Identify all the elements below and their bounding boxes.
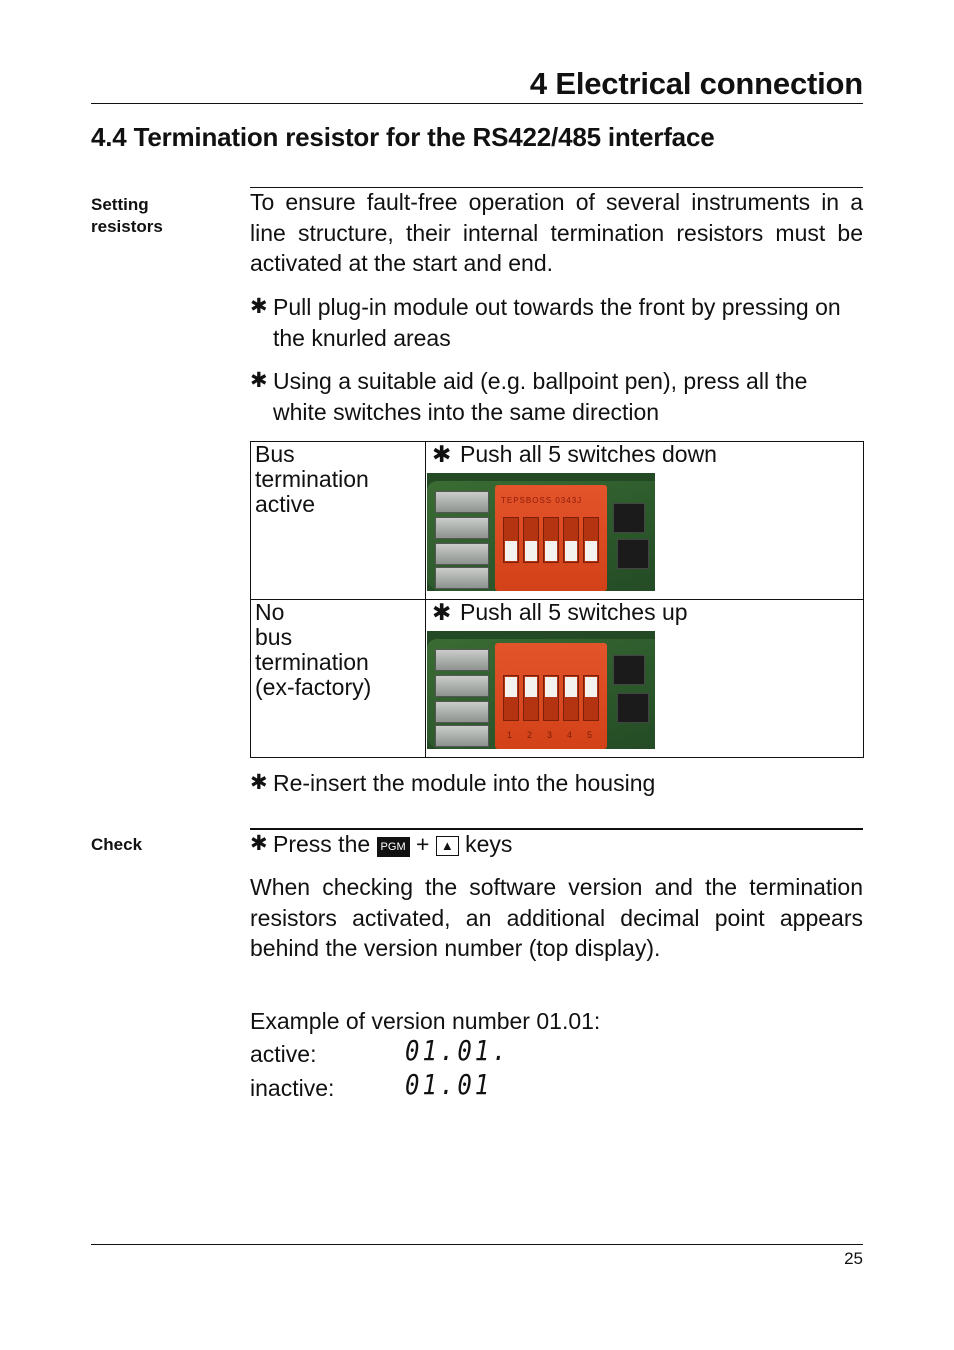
side-label-check: Check [91,835,143,854]
row-label-line: No [255,599,285,625]
bullet-text: Press the [273,831,371,857]
active-label: active: [250,1041,317,1067]
row-label-line: active [255,491,316,517]
inactive-label: inactive: [250,1075,335,1101]
table-row [251,442,864,600]
section-title: 4.4 Termination resistor for the RS422/485 interface [91,122,715,152]
dip-switch-label: TEPSBOSS 0343J [501,496,583,505]
dip-number: 5 [587,730,593,740]
asterisk-icon: ✱ [250,771,268,794]
asterisk-icon: ✱ [250,832,268,855]
termination-table [250,441,864,758]
side-label-line: resistors [91,217,163,236]
dip-switch-photo-up [427,631,655,749]
footer-rule [91,1244,863,1245]
intro-paragraph: To ensure fault-free operation of several instruments in a line structure, their internal termination resistors must be activated at the start and end. [250,189,863,276]
asterisk-icon: ✱ [250,369,268,392]
check-description: When checking the software version and the termination resistors activated, an additional decimal point appears behind the version number (top display). [250,874,863,961]
chapter-title: 4 Electrical connection [529,66,863,101]
row-label-cell [251,600,426,758]
example-heading: Example of version number 01.01: [250,1008,601,1034]
bullet-text: keys [465,831,513,857]
plus-sign: + [416,831,430,857]
asterisk-icon: ✱ [432,599,452,625]
row-label-line: termination [255,466,369,492]
asterisk-icon: ✱ [432,441,452,467]
dip-number: 1 [507,730,513,740]
page-number: 25 [844,1249,863,1268]
row-label-line: termination [255,649,369,675]
row-action-cell [426,600,864,758]
row-label-line: (ex-factory) [255,674,372,700]
row-label-line: bus [255,624,293,650]
inactive-display-value: 01.01 [405,1068,493,1102]
dip-number: 4 [567,730,573,740]
row-action-text: Push all 5 switches up [460,599,688,625]
row-label-cell [251,442,426,600]
table-row [251,600,864,758]
side-label-setting [91,194,163,238]
pgm-key-icon: PGM [377,837,410,857]
row-action-cell [426,442,864,600]
row-label-line: Bus [255,441,295,467]
dip-switch-photo-down [427,473,655,591]
bullet-text: Re-insert the module into the housing [273,770,656,796]
bullet-item [250,768,863,799]
asterisk-icon: ✱ [250,295,268,318]
bullet-item [250,292,863,353]
side-label-line: Setting [91,195,149,214]
up-arrow-key-icon: ▲ [436,836,459,856]
bullet-text: Pull plug-in module out towards the front by pressing on the knurled areas [273,294,841,351]
row-action-text: Push all 5 switches down [460,441,717,467]
active-display-value: 01.01. [405,1034,510,1068]
bullet-item [250,366,863,427]
dip-number: 3 [547,730,553,740]
bullet-text: Using a suitable aid (e.g. ballpoint pen), press all the white switches into the same direction [273,368,808,425]
header-rule [91,103,863,104]
dip-number: 2 [527,730,533,740]
bullet-item [250,829,863,860]
